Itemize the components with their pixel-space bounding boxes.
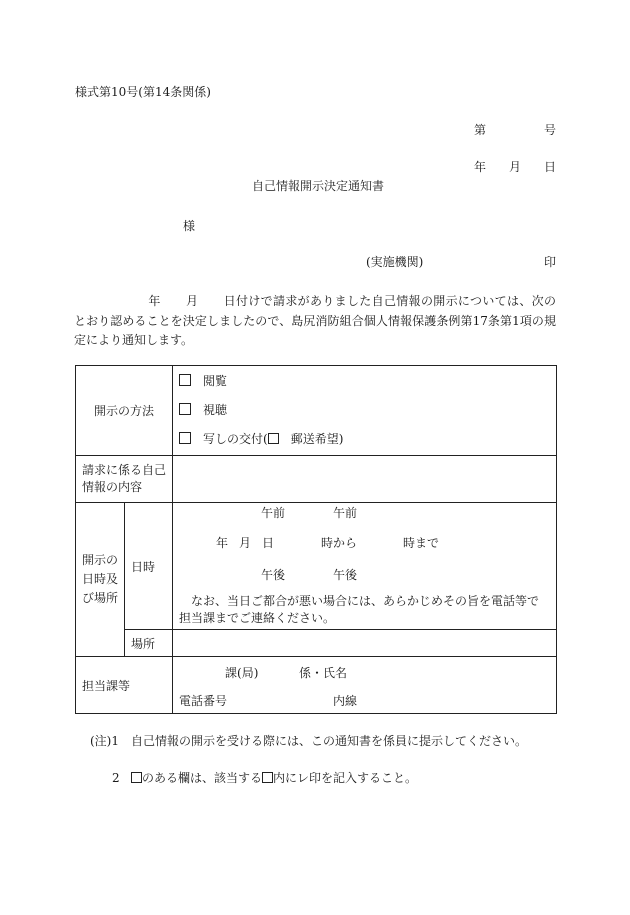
issuer-label: (実施機関) [366, 255, 424, 269]
dt-day: 日 [262, 536, 275, 550]
note-1-text: 自己情報の開示を受ける際には、この通知書を係員に提示してください。 [131, 734, 528, 748]
option-copy[interactable] [173, 425, 556, 454]
dept-field[interactable] [173, 657, 557, 714]
note-2-text [131, 772, 417, 784]
request-content-field[interactable] [173, 456, 557, 503]
option-mail-label: 郵送希望) [290, 432, 344, 446]
date-month: 月 [509, 160, 522, 174]
option-view-label: 閲覧 [203, 374, 228, 388]
dept-unit: 課(局) [225, 666, 259, 680]
checkbox-icon[interactable] [179, 432, 191, 444]
method-label: 開示の方法 [76, 366, 173, 456]
option-copy-label: 写しの交付( [203, 432, 268, 446]
doc-number-suffix: 号 [544, 123, 557, 137]
dept-label: 担当課等 [76, 657, 173, 714]
datetime-label: 日時 [125, 503, 173, 630]
date-year: 年 [474, 160, 487, 174]
doc-number-prefix: 第 [474, 123, 487, 137]
phone-label: 電話番号 [179, 694, 228, 708]
schedule-note [179, 593, 550, 627]
row-dept [76, 657, 557, 714]
checkbox-icon[interactable] [179, 374, 191, 386]
option-watch[interactable] [173, 396, 556, 425]
schedule-note-text: なお、当日ご都合が悪い場合には、あらかじめその旨を電話等で担当課までご連絡ください。 [179, 594, 540, 625]
body-paragraph [74, 292, 556, 351]
body-text: 日付けで請求がありました自己情報の開示については、次のとおり認めることを決定しましたので、島尻消防組合個人情報保護条例第17条第1項の規定により通知します。 [74, 294, 556, 347]
pm-label-1: 午後 [261, 568, 286, 582]
checkbox-icon [262, 772, 273, 783]
note-1-prefix: (注)1 [90, 734, 119, 748]
option-watch-label: 視聴 [203, 403, 228, 417]
note-2-part-a: のある欄は、該当する [142, 771, 263, 785]
row-place [76, 630, 557, 657]
checkbox-icon[interactable] [268, 433, 279, 444]
place-label: 場所 [125, 630, 173, 657]
date-day: 日 [544, 160, 557, 174]
checkbox-icon[interactable] [179, 403, 191, 415]
row-datetime [76, 503, 557, 630]
row-method [76, 366, 557, 456]
request-label: 請求に係る自己情報の内容 [76, 456, 173, 503]
method-options [173, 366, 557, 456]
dt-month: 月 [239, 536, 252, 550]
pm-label-2: 午後 [333, 568, 358, 582]
body-date-year: 年 [148, 294, 161, 308]
addressee-suffix: 様 [183, 219, 196, 233]
row-request [76, 456, 557, 503]
am-label-2: 午前 [333, 506, 358, 520]
seal-mark: 印 [544, 255, 557, 269]
staff-name: 係・氏名 [299, 666, 348, 680]
note-2-number: 2 [112, 771, 120, 785]
datetime-field[interactable] [173, 503, 557, 630]
option-view[interactable] [173, 367, 556, 396]
document-title: 自己情報開示決定通知書 [252, 179, 385, 193]
body-date-month: 月 [185, 294, 199, 308]
dt-year: 年 [216, 536, 229, 550]
datetime-place-label: 開示の日時及び場所 [76, 503, 125, 657]
am-label-1: 午前 [261, 506, 286, 520]
checkbox-icon [131, 772, 142, 783]
place-field[interactable] [173, 630, 557, 657]
form-number: 様式第10号(第14条関係) [75, 85, 211, 99]
dt-from: 時から [321, 536, 358, 550]
note-2-part-b: 内にレ印を記入すること。 [273, 771, 418, 785]
extension-label: 内線 [333, 694, 358, 708]
dt-until: 時まで [403, 536, 440, 550]
disclosure-table [75, 365, 557, 714]
